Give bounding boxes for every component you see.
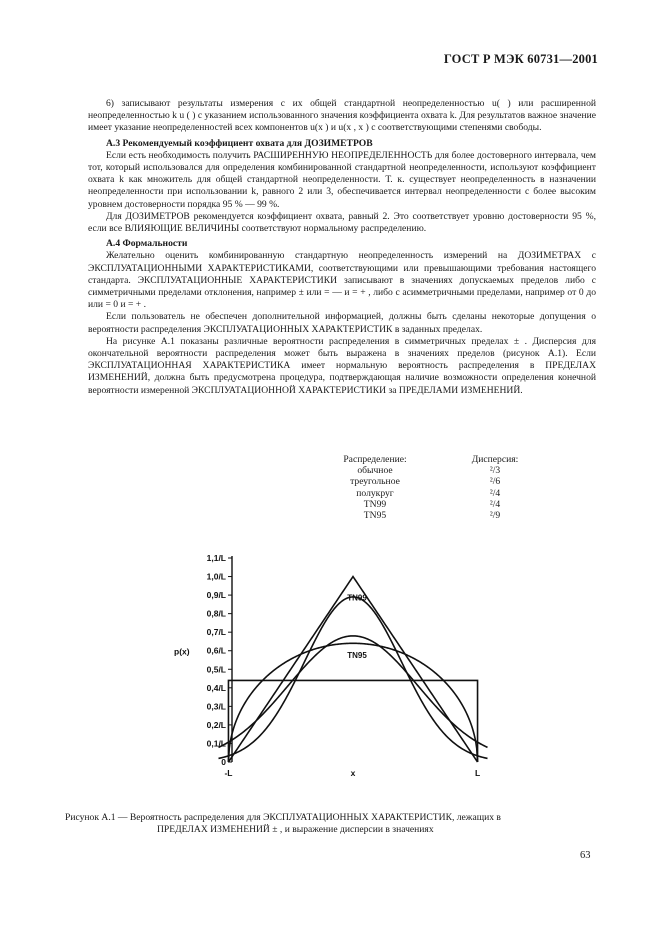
table-cell-value: ²/4: [489, 498, 501, 510]
y-tick-label: 1,0/L: [206, 571, 226, 582]
annotation-label: TN95: [347, 651, 367, 661]
figure-caption: [65, 812, 595, 836]
paragraph-a4-1: Желательно оценить комбинированную стандартную неопределенность измерений на ДОЗИМЕТРАХ с ЭКСПЛУАТАЦИОННЫМИ ХАРАКТЕРИСТИКАМИ, соответствующими или превышающими требования настоящего стандарта. ЭКСПЛУАТАЦИОННЫЕ ХАРАКТЕРИСТИКИ записывают в значениях допускаемых пределов либо с симметричными пределами отклонения, например ± или = — и = + , либо с асимметричными пределами, например от 0 до или = 0 и = + .: [88, 250, 596, 311]
table-row: [300, 465, 540, 476]
table-row: [300, 488, 540, 499]
series-line-semicircle: [228, 643, 477, 762]
paragraph-a3-2: Для ДОЗИМЕТРОВ рекомендуется коэффициент охвата, равный 2. Это соответствует уровню достоверности 95 %, если все ВЛИЯЮЩИЕ ВЕЛИЧИНЫ соответствуют нормальному распределению.: [88, 210, 596, 235]
caption-line-1: Рисунок А.1 — Вероятность распределения для ЭКСПЛУАТАЦИОННЫХ ХАРАКТЕРИСТИК, лежащих в: [65, 812, 501, 823]
section-heading-a4: А.4 Формальности: [106, 238, 188, 250]
paragraph-item-6: 6) записывают результаты измерения с их общей стандартной неопределенностью u( ) или расширенной неопределенностью k u ( ) с указанием использованного значения коэффициента охвата k. Для результатов важное значение имеет указание неопределенностей всех компонентов u(x ) и u(x , x ) с соответствующими степенями свободы.: [88, 98, 596, 134]
y-tick-label: 0,5/L: [206, 664, 226, 675]
dispersion-table: [300, 454, 540, 521]
paragraph-a4-2: Если пользователь не обеспечен дополнительной информацией, должны быть сделаны некоторые допущения о вероятности распределения ЭКСПЛУАТАЦИОННЫХ ХАРАКТЕРИСТИК в заданных пределах.: [88, 311, 596, 335]
table-cell-value: ²/4: [489, 487, 501, 499]
y-tick-label: 0,7/L: [206, 627, 226, 638]
page-number: 63: [580, 850, 591, 861]
annotation-label: TN99: [347, 593, 367, 603]
y-axis-label: p(x): [174, 646, 190, 657]
y-tick-label: 0,4/L: [206, 682, 226, 693]
table-cell-name: TN99: [363, 498, 387, 510]
y-tick-label: 0,6/L: [206, 645, 226, 656]
x-tick-label: -L: [224, 768, 233, 778]
table-header-row: [300, 454, 540, 465]
table-cell-name: треугольное: [350, 476, 400, 488]
y-tick-label: 0,3/L: [206, 701, 226, 712]
series-line-uniform: [228, 680, 477, 762]
y-tick-label: 0,1/L: [206, 738, 226, 749]
distribution-chart: [160, 550, 510, 785]
y-tick-label: 0,9/L: [206, 590, 226, 601]
x-tick-label: L: [474, 768, 481, 778]
table-cell-value: ²/6: [489, 476, 501, 488]
table-cell-name: полукруг: [356, 487, 394, 499]
y-tick-label: 0: [221, 757, 226, 767]
series-line-triangle: [228, 577, 477, 762]
section-heading-a3: А.3 Рекомендуемый коэффициент охвата для ДОЗИМЕТРОВ: [106, 137, 373, 149]
y-tick-label: 0,8/L: [206, 608, 226, 619]
table-row: [300, 510, 540, 521]
paragraph-a4-3: На рисунке А.1 показаны различные вероятности распределения в симметричных пределах ± . Дисперсия для окончательной вероятности распределения может быть выражена в значениях пределов (рисунок А.1). Если ЭКСПЛУАТАЦИОННАЯ ХАРАКТЕРИСТИКА имеет нормальную вероятность распределения в ПРЕДЕЛАХ ИЗМЕНЕНИЙ, должна быть предусмотрена процедура, подтверждающая наличие возможности определения конечной вероятности измеренной ЭКСПЛУАТАЦИОННОЙ ХАРАКТЕРИСТИКИ за ПРЕДЕЛАМИ ИЗМЕНЕНИЙ.: [88, 335, 596, 396]
table-cell-name: обычное: [357, 465, 393, 477]
x-tick-label: x: [350, 768, 356, 778]
paragraph-a3-1: Если есть необходимость получить РАСШИРЕННУЮ НЕОПРЕДЕЛЕННОСТЬ для более достоверного интервала, чем тот, который использовался для определения комбинированной стандартной неопределенности, используют коэффициент охвата k как множитель для общей стандартной неопределенности. Т. к. существует неопределенность в назначении неопределенности при использовании k, равного 2 или 3, обеспечивается интервал неопределенности с более высоким уровнем достоверности порядка 95 % — 99 %.: [88, 149, 596, 210]
table-cell-value: ²/9: [489, 510, 501, 522]
table-row: [300, 499, 540, 510]
caption-line-2: ПРЕДЕЛАХ ИЗМЕНЕНИЙ ± , и выражение дисперсии в значениях: [157, 824, 434, 835]
y-tick-label: 1,1/L: [206, 553, 226, 563]
series-line-tn99: [218, 597, 487, 758]
body-text: [88, 98, 596, 397]
document-header: ГОСТ Р МЭК 60731—2001: [443, 52, 598, 66]
table-row: [300, 476, 540, 487]
table-cell-name: TN95: [363, 510, 387, 522]
table-cell-value: ²/3: [489, 465, 501, 477]
y-tick-label: 0,2/L: [206, 719, 226, 730]
table-header-distribution: Распределение:: [343, 454, 407, 465]
table-header-dispersion: Дисперсия:: [471, 454, 519, 465]
